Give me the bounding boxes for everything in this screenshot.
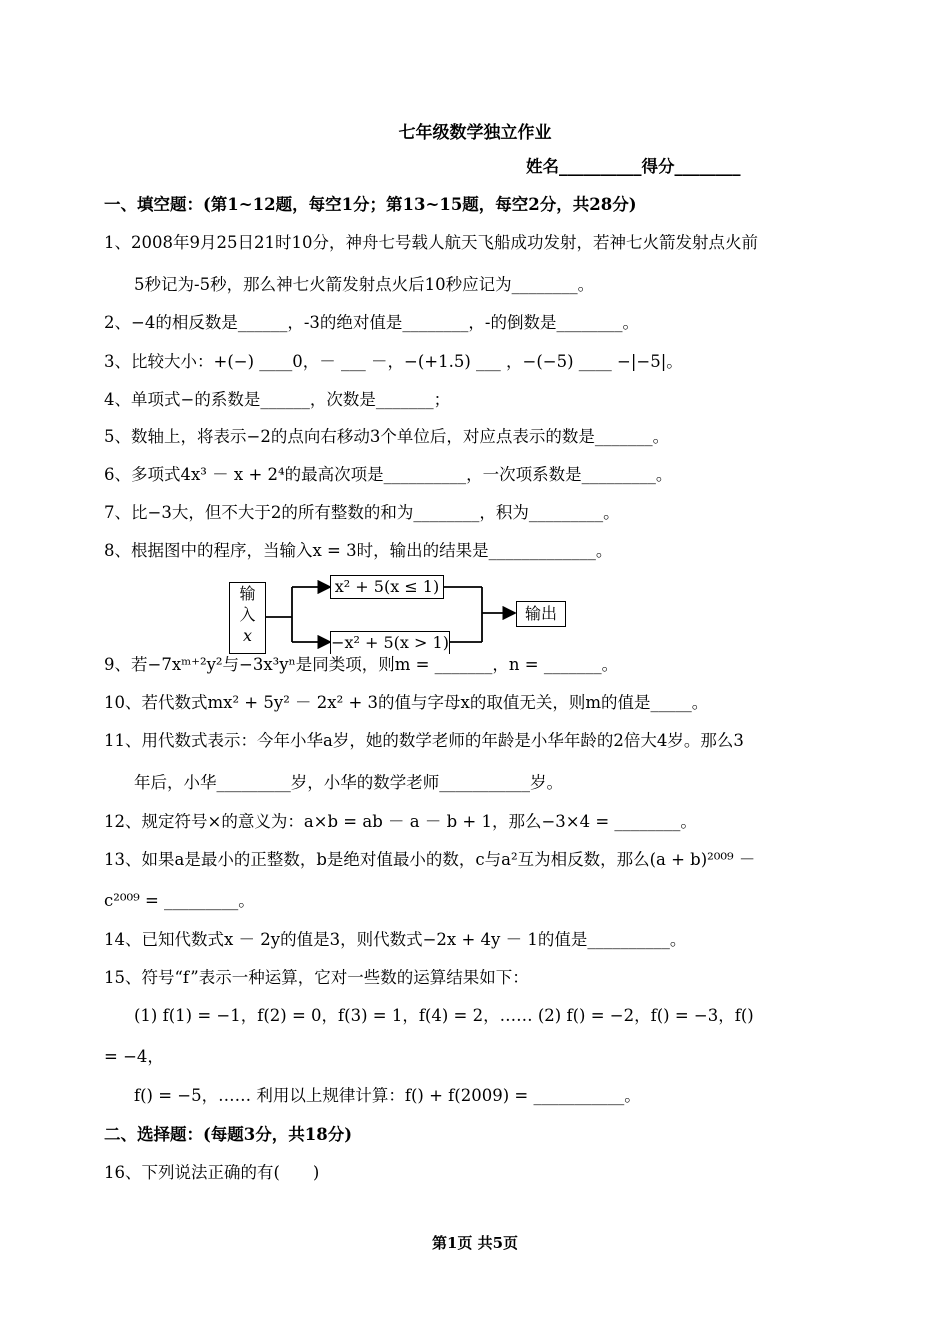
question-15-part1-cont: = −4， [104, 1047, 164, 1066]
question-1-line1: 1、2008年9月25日21时10分，神舟七号载人航天飞船成功发射，若神七火箭发射点火前 [104, 233, 758, 252]
output-box: 输出 [516, 601, 566, 627]
question-1-line2: 5秒记为-5秒，那么神七火箭发射点火后10秒应记为________。 [134, 275, 595, 294]
question-12: 12、规定符号×的意义为：a×b = ab － a － b + 1，那么−3×4 = ________。 [104, 812, 697, 831]
input-box [229, 582, 266, 654]
question-14: 14、已知代数式x － 2y的值是3，则代数式−2x + 4y － 1的值是__________。 [104, 930, 687, 949]
question-11-line1: 11、用代数式表示：今年小华a岁，她的数学老师的年龄是小华年龄的2倍大4岁。那么3 [104, 731, 744, 750]
input-variable: x [242, 626, 253, 645]
branch-top-box: x² + 5(x ≤ 1) [330, 575, 444, 599]
question-13-line1: 13、如果a是最小的正整数，b是绝对值最小的数，c与a²互为相反数，那么(a + b)²⁰⁰⁹ － [104, 850, 756, 869]
question-13-line2: c²⁰⁰⁹ = _________。 [104, 891, 255, 910]
section-fill-blank-heading: 一、填空题：(第1~12题，每空1分；第13~15题，每空2分，共28分) [104, 195, 637, 214]
question-15: 15、符号“f”表示一种运算，它对一些数的运算结果如下： [104, 968, 529, 987]
question-5: 5、数轴上，将表示−2的点向右移动3个单位后，对应点表示的数是_______。 [104, 427, 670, 446]
question-6: 6、多项式4x³ － x + 2⁴的最高次项是__________，一次项系数是_________。 [104, 465, 673, 484]
section-choice-heading: 二、选择题：(每题3分，共18分) [104, 1125, 353, 1144]
question-3: 3、比较大小：+(−) ____0，－ ___ －，−(+1.5) ___ ，−(−5) ____ −|−5|。 [104, 352, 683, 371]
question-15-part1: (1) f(1) = −1，f(2) = 0，f(3) = 1，f(4) = 2，…… (2) f() = −2，f() = −3，f() [134, 1006, 754, 1025]
question-11-line2: 年后，小华_________岁，小华的数学老师___________岁。 [134, 773, 563, 792]
question-15-part2: f() = −5，…… 利用以上规律计算：f() + f(2009) = ___________。 [134, 1086, 641, 1105]
question-7: 7、比−3大，但不大于2的所有整数的和为________，积为_________。 [104, 503, 620, 522]
input-char-1: 输 [239, 584, 256, 603]
page-footer: 第1页 共5页 [431, 1234, 519, 1252]
page-title: 七年级数学独立作业 [398, 123, 552, 143]
question-10: 10、若代数式mx² + 5y² － 2x² + 3的值与字母x的取值无关，则m的值是_____。 [104, 693, 709, 712]
question-9: 9、若−7xᵐ⁺²y²与−3x³yⁿ是同类项，则m = _______，n = _______。 [104, 654, 622, 676]
question-16: 16、下列说法正确的有( ) [104, 1163, 320, 1182]
question-8: 8、根据图中的程序，当输入x = 3时，输出的结果是_____________。 [104, 541, 613, 560]
question-2: 2、−4的相反数是______，-3的绝对值是________，-的倒数是________。 [104, 313, 639, 332]
name-score-fields: 姓名__________得分________ [526, 157, 741, 176]
question-4: 4、单项式−的系数是______，次数是_______； [104, 390, 451, 409]
input-char-2: 入 [239, 605, 256, 624]
branch-bottom-box: −x² + 5(x > 1) [330, 631, 450, 655]
